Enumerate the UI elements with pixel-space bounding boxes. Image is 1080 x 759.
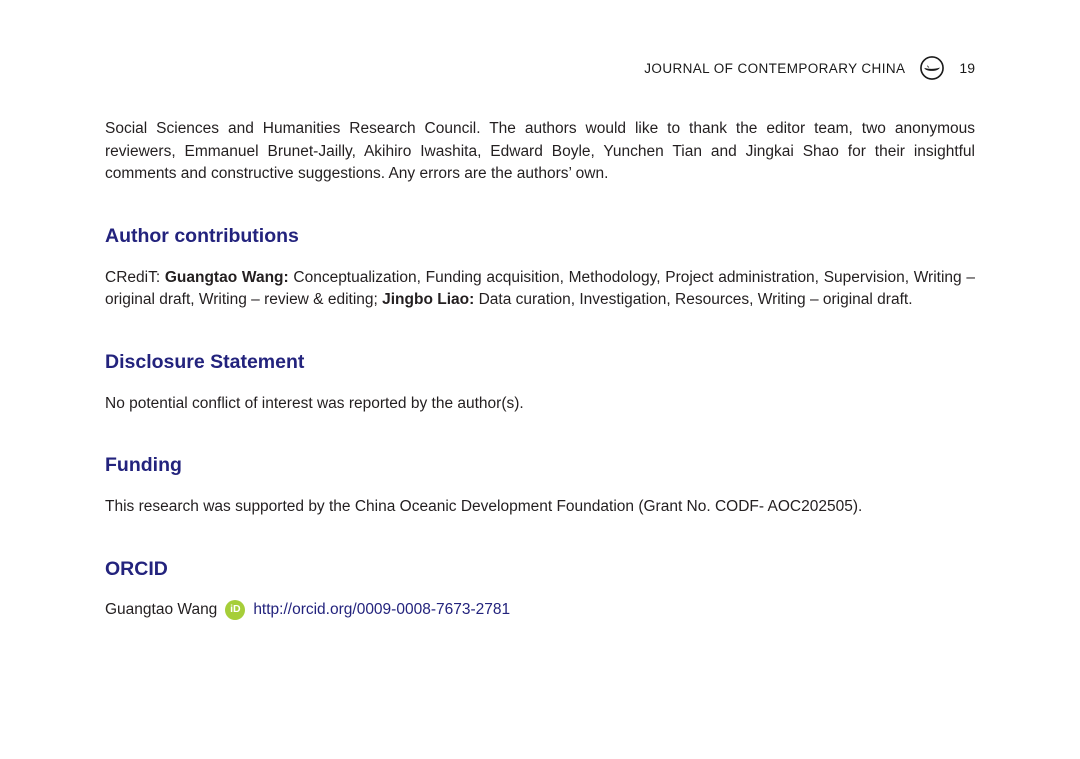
acknowledgements-paragraph: Social Sciences and Humanities Research Council. The authors would like to thank the editor team, two anonymous reviewers, Emmanuel Brunet-Jailly, Akihiro Iwashita, Edward Boyle, Yunchen Tian and Jingkai Shao for their insightful comments and constructive suggestions. Any errors are the authors’ own.: [105, 120, 975, 182]
page-number: 19: [959, 60, 975, 76]
journal-title: JOURNAL OF CONTEMPORARY CHINA: [644, 60, 906, 76]
section-heading-author-contributions: Author contributions: [105, 224, 299, 247]
section-heading-disclosure-statement: Disclosure Statement: [105, 350, 305, 373]
author1-name: Guangtao Wang:: [164, 268, 289, 286]
author2-name: Jingbo Liao:: [382, 291, 475, 308]
funding-paragraph: This research was supported by the China Oceanic Development Foundation (Grant No. CODF- AOC202505).: [105, 498, 863, 515]
author1-roles: Conceptualization, Funding acquisition, Methodology, Project administration, Supervision, Writing – original draft, Writing – review & editing;: [105, 268, 975, 308]
author-contributions-paragraph: [105, 267, 975, 312]
orcid-author-name: Guangtao Wang: [105, 600, 218, 618]
section-heading-funding: Funding: [105, 454, 182, 476]
credit-prefix: CRediT:: [105, 268, 165, 286]
lamp-of-knowledge-publisher-icon: [919, 55, 945, 81]
orcid-id-icon: iD: [225, 600, 245, 620]
section-heading-orcid: ORCID: [105, 557, 168, 580]
author2-roles: Data curation, Investigation, Resources, Writing – original draft.: [474, 291, 913, 308]
orcid-row: [105, 600, 975, 620]
running-head: [105, 54, 975, 82]
disclosure-paragraph: No potential conflict of interest was reported by the author(s).: [105, 394, 524, 412]
orcid-url-link[interactable]: http://orcid.org/0009-0008-7673-2781: [253, 600, 511, 618]
